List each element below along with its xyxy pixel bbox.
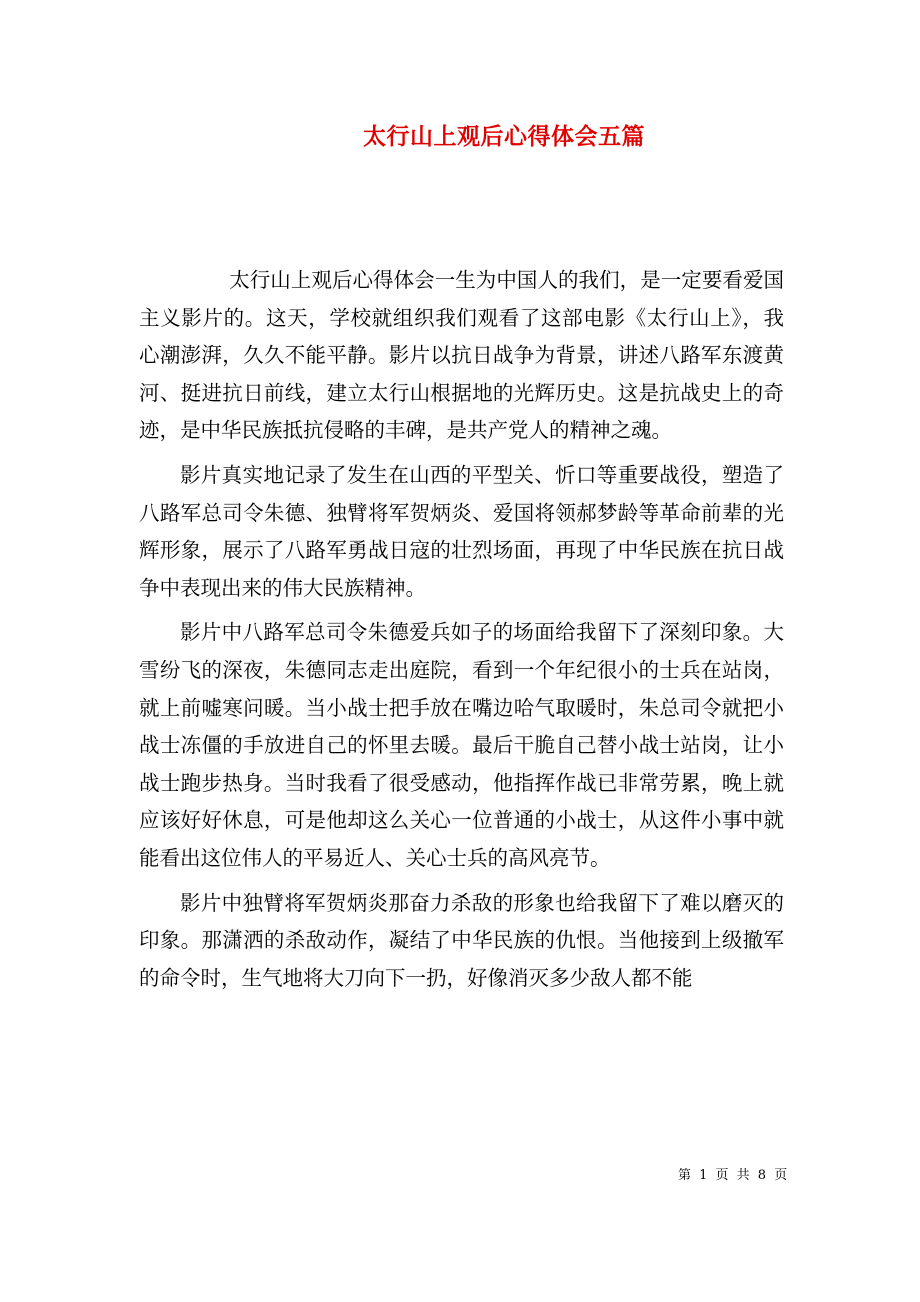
paragraph-1: 太行山上观后心得体会一生为中国人的我们，是一定要看爱国主义影片的。这天，学校就组织我们观看了这部电影《太行山上》，我心潮澎湃，久久不能平静。影片以抗日战争为背景，讲述八路军东渡黄河、挺进抗日前线，建立太行山根据地的光辉历史。这是抗战史上的奇迹，是中华民族抵抗侵略的丰碑，是共产党人的精神之魂。 xyxy=(139,268,784,443)
paragraph-4: 影片中独臂将军贺炳炎那奋力杀敌的形象也给我留下了难以磨灭的印象。那潇洒的杀敌动作，凝结了中华民族的仇恨。当他接到上级撤军的命令时，生气地将大刀向下一扔，好像消灭多少敌人都不能 xyxy=(139,890,784,990)
document-title: 太行山上观后心得体会五篇 xyxy=(363,123,645,150)
page-number-footer: 第 1 页 共 8 页 xyxy=(678,1168,790,1183)
paragraph-3: 影片中八路军总司令朱德爱兵如子的场面给我留下了深刻印象。大雪纷飞的深夜，朱德同志走出庭院，看到一个年纪很小的士兵在站岗，就上前嘘寒问暖。当小战士把手放在嘴边哈气取暖时，朱总司令就把小战士冻僵的手放进自己的怀里去暖。最后干脆自己替小战士站岗，让小战士跑步热身。当时我看了很受感动，他指挥作战已非常劳累，晚上就应该好好休息，可是他却这么关心一位普通的小战士，从这件小事中就能看出这位伟人的平易近人、关心士兵的高风亮节。 xyxy=(139,620,784,870)
paragraph-2: 影片真实地记录了发生在山西的平型关、忻口等重要战役，塑造了八路军总司令朱德、独臂将军贺炳炎、爱国将领郝梦龄等革命前辈的光辉形象，展示了八路军勇战日寇的壮烈场面，再现了中华民族在抗日战争中表现出来的伟大民族精神。 xyxy=(139,462,784,600)
document-body xyxy=(139,262,784,1004)
